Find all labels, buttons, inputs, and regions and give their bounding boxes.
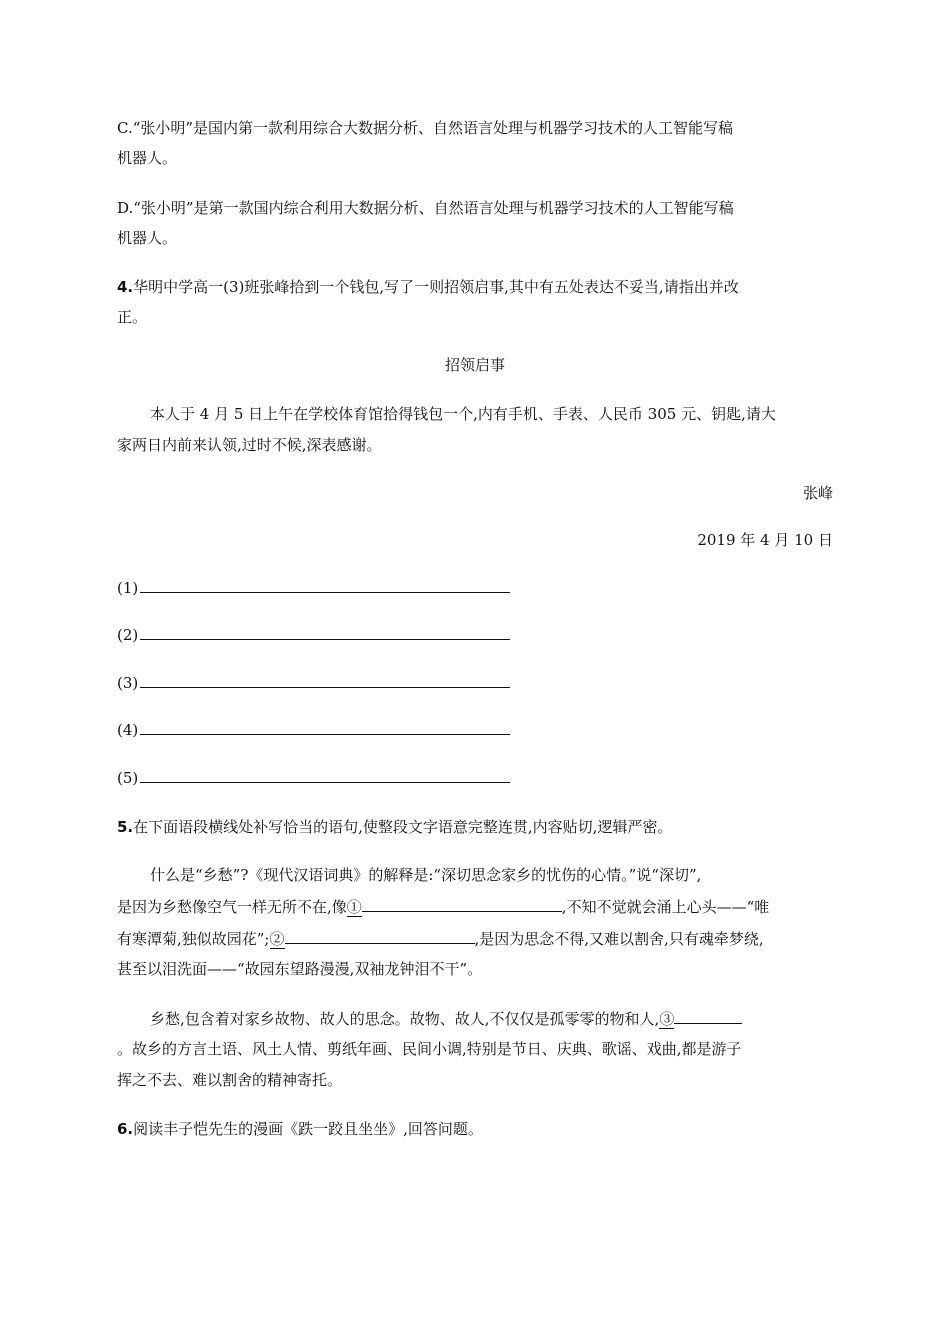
question-6-prompt	[117, 1119, 833, 1139]
q5-paragraph1-line4: 甚至以泪洗面——“故园东望路漫漫,双袖龙钟泪不干”。	[117, 960, 483, 978]
option-c-line1: C.“张小明”是国内第一款利用综合大数据分析、自然语言处理与机器学习技术的人工智能写稿	[117, 119, 734, 137]
q5-paragraph2-line1	[150, 1008, 833, 1029]
answer-line-4[interactable]	[117, 720, 517, 740]
notice-body-line2: 家两日内前来认领,过时不候,深表感谢。	[117, 436, 382, 454]
notice-title: 招领启事	[444, 356, 505, 374]
answer-label-1: (1)	[117, 579, 139, 597]
answer-blank-4[interactable]	[140, 720, 510, 735]
answer-label-3: (3)	[117, 674, 139, 692]
question-5-prompt-text: 在下面语段横线处补写恰当的语句,使整段文字语意完整连贯,内容贴切,逻辑严密。	[133, 818, 673, 836]
answer-label-4: (4)	[117, 721, 139, 739]
answer-line-2[interactable]	[117, 625, 517, 645]
question-4-prompt-line2: 正。	[117, 308, 148, 326]
notice-date: 2019 年 4 月 10 日	[697, 531, 833, 549]
question-5-prompt	[117, 817, 833, 837]
q5-paragraph1-line2	[117, 896, 833, 917]
notice-signature: 张峰	[802, 484, 833, 502]
answer-line-1[interactable]	[117, 578, 517, 598]
q5-paragraph1-line3	[117, 928, 833, 949]
q5-p1-line3-text-b: ,是因为思念不得,又难以割舍,只有魂牵梦绕,	[474, 930, 764, 948]
answer-blank-1[interactable]	[140, 578, 510, 593]
answer-blank-2[interactable]	[140, 625, 510, 640]
q5-p2-line1-text: 乡愁,包含着对家乡故物、故人的思念。故物、故人,不仅仅是孤零零的物和人,	[150, 1010, 660, 1028]
answer-line-3[interactable]	[117, 673, 517, 693]
question-4-number: 4.	[117, 278, 134, 296]
q5-p1-line3-text-a: 有寒潭菊,独似故园花”;	[117, 930, 270, 948]
q5-paragraph2-line3: 挥之不去、难以割舍的精神寄托。	[117, 1071, 343, 1089]
answer-blank-3[interactable]	[140, 673, 510, 688]
q5-p1-line2-text-b: ,不知不觉就会涌上心头——“唯	[561, 898, 770, 916]
question-4-prompt-text: 华明中学高一(3)班张峰拾到一个钱包,写了一则招领启事,其中有五处表达不妥当,请指出并改	[133, 278, 739, 296]
fill-blank-1[interactable]	[362, 896, 562, 912]
option-c-line2: 机器人。	[117, 149, 178, 167]
blank-3-label: ③	[659, 1010, 675, 1028]
blank-1-label: ①	[346, 898, 362, 916]
q5-paragraph1-line1: 什么是“乡愁”?《现代汉语词典》的解释是:“深切思念家乡的忧伤的心情。”说“深切”,	[150, 866, 702, 884]
question-5-number: 5.	[117, 818, 134, 836]
option-d-line2: 机器人。	[117, 229, 178, 247]
fill-blank-3[interactable]	[674, 1008, 742, 1024]
fill-blank-2[interactable]	[285, 928, 475, 944]
question-6-prompt-text: 阅读丰子恺先生的漫画《跌一跤且坐坐》,回答问题。	[133, 1120, 483, 1138]
blank-2-label: ②	[269, 930, 285, 948]
answer-label-5: (5)	[117, 769, 139, 787]
q5-p1-line2-text-a: 是因为乡愁像空气一样无所不在,像	[117, 898, 347, 916]
q5-paragraph2-line2: 。故乡的方言土语、风土人情、剪纸年画、民间小调,特别是节日、庆典、歌谣、戏曲,都是游子	[117, 1040, 742, 1058]
notice-body-line1: 本人于 4 月 5 日上午在学校体育馆拾得钱包一个,内有手机、手表、人民币 305 元、钥匙,请大	[150, 405, 776, 423]
question-6-number: 6.	[117, 1120, 134, 1138]
question-4-prompt-line1	[117, 277, 833, 297]
answer-label-2: (2)	[117, 626, 139, 644]
answer-line-5[interactable]	[117, 768, 517, 788]
answer-blank-5[interactable]	[140, 768, 510, 783]
option-d-line1: D.“张小明”是第一款国内综合利用大数据分析、自然语言处理与机器学习技术的人工智能写稿	[117, 199, 734, 217]
